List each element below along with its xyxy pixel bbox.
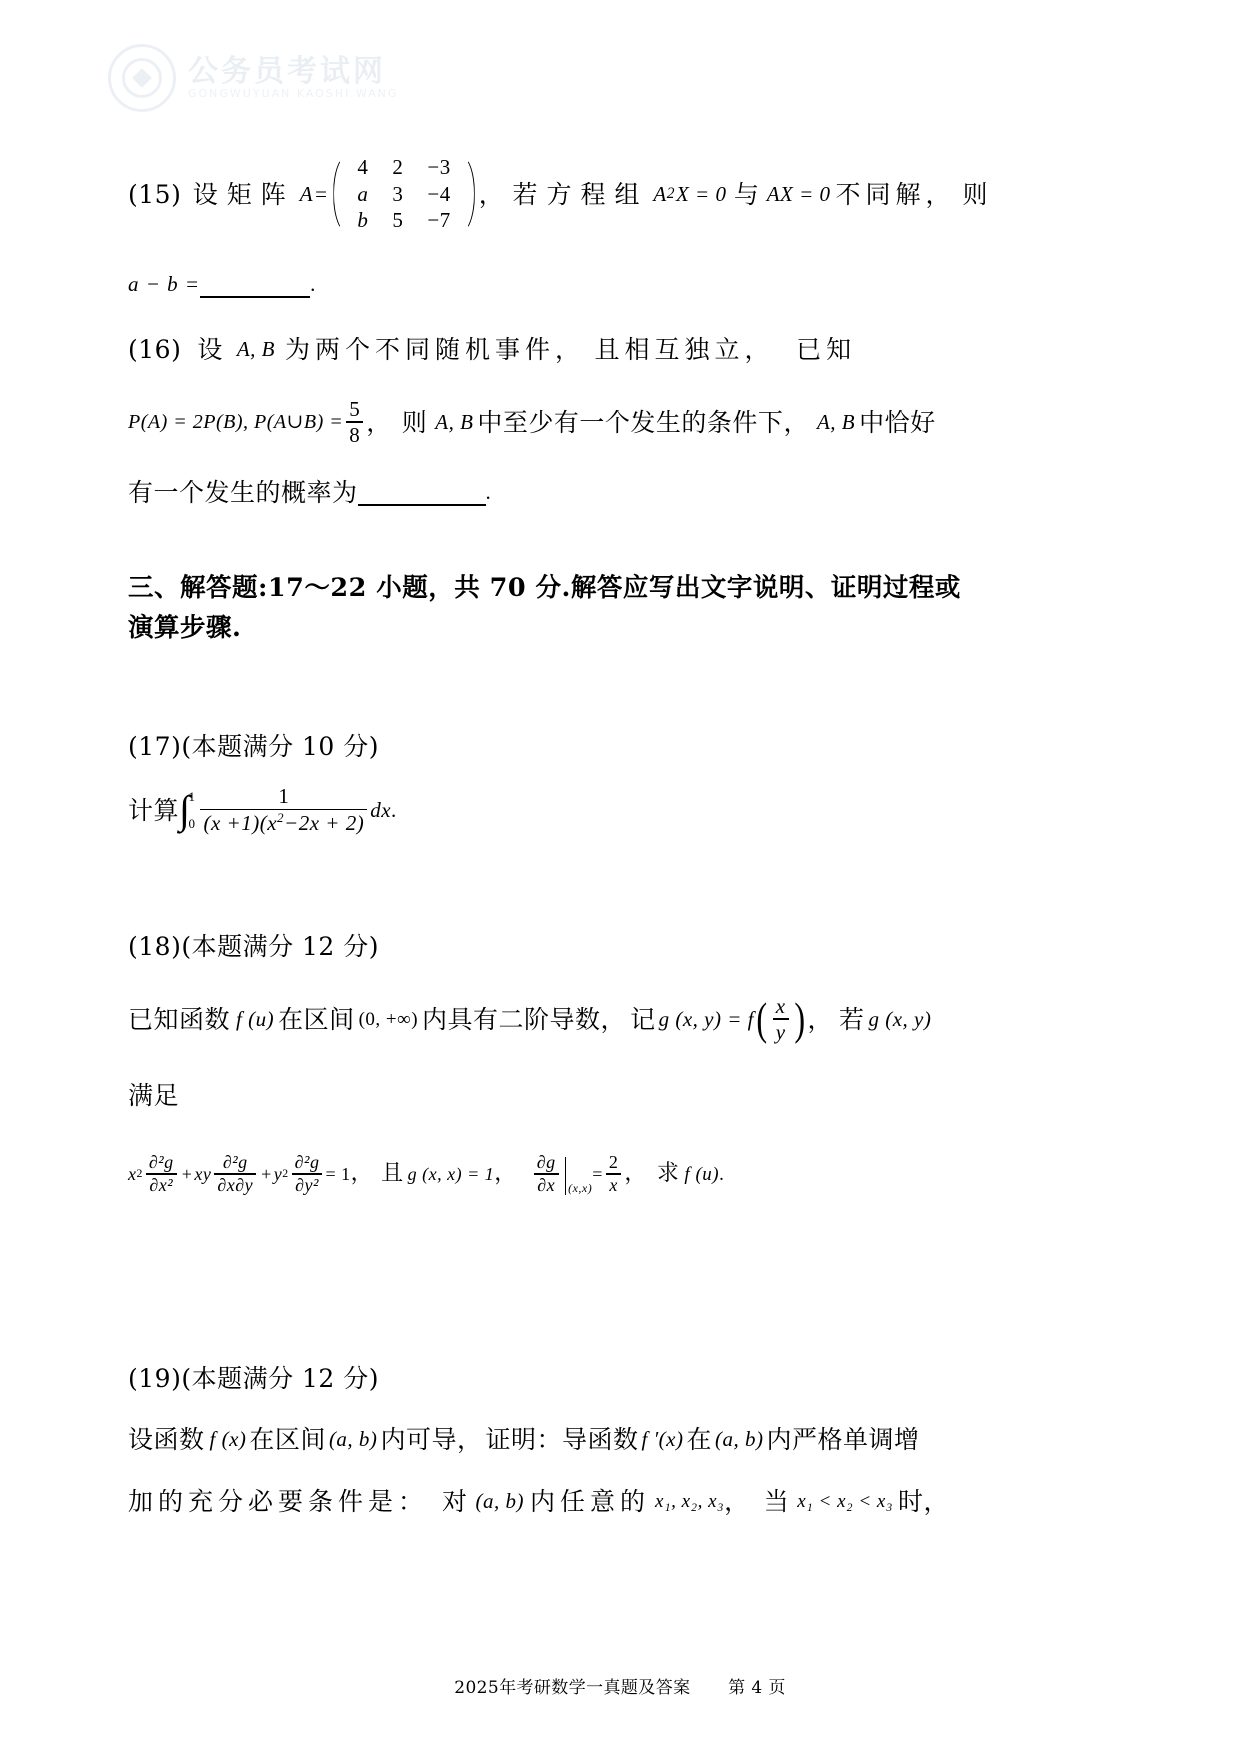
integral-lower-limit: 0 [188,816,196,832]
q16-line-1 [128,315,988,383]
q16-comma-2: ， [744,334,771,364]
pde-term-3: y [273,1164,283,1185]
q15-mid-1: 若方程组 [512,179,649,209]
section-3-line-2: 演算步骤. [128,612,242,643]
q18-comma-3: ， [350,1161,374,1187]
q19-text-5: 在 [686,1424,712,1454]
matrix-cell: 5 [392,208,404,233]
right-paren-icon: ) [793,992,806,1044]
q15-expr-2: AX = 0 [766,181,831,206]
q18-text-4: 记 [630,1004,656,1034]
q17-points: (本题满分 10 分) [181,731,380,761]
eval-numerator: ∂g [536,1151,556,1172]
question-17 [128,718,988,846]
pde-f1-num: ∂²g [148,1151,174,1172]
q15-lead: 设矩阵 [192,179,295,209]
eval-rhs-fraction [606,1153,622,1195]
q16-text-7: 中恰好 [859,407,936,437]
q15-mid-4: 则 [962,179,988,209]
q19-text-6: 内严格单调增 [766,1424,920,1454]
arg-numerator: x [775,993,786,1018]
matrix-cell: 4 [357,154,369,179]
q18-pde-line [128,1128,988,1220]
q16-vars-3: A, B [816,409,856,434]
pde-f2-den: ∂x∂y [217,1174,254,1195]
q15-equals: = [315,181,328,206]
q18-period: . [719,1163,725,1185]
matrix-cell: a [357,181,369,206]
matrix-cell: −3 [427,154,451,179]
q17-number: (17) [128,731,182,761]
eval-fraction [534,1153,559,1195]
q19-fpx: f ′(x) [641,1426,684,1451]
q15-matrix [331,154,476,234]
q18-text-5: 若 [838,1004,865,1034]
pde-fraction-2 [214,1153,256,1195]
matrix-row [345,181,462,208]
q18-line-1 [128,976,988,1062]
q18-arg-fraction [773,995,789,1044]
q16-text-2: 为两个不同随机事件 [285,334,556,364]
q18-line-2 [128,1062,988,1128]
q17-dx: dx [370,797,392,822]
q18-text-3: 内具有二阶导数 [422,1004,601,1034]
q18-text-7: 且 [381,1161,404,1187]
matrix-cell: 2 [392,154,404,179]
q16-vars-2: A, B [435,409,474,434]
q16-comma-1: ， [555,334,581,364]
section-3-heading [128,569,988,648]
q19-points: (本题满分 12 分) [181,1363,380,1393]
fraction-denominator: 8 [349,422,361,447]
q16-number: (16) [128,334,182,364]
question-15 [128,135,988,315]
q17-integrand [200,785,367,835]
q18-number: (18) [128,931,182,961]
watermark-main-text: 公务员考试网 [188,54,386,90]
q19-fx: f (x) [209,1426,247,1451]
q16-text-3: 且相互独立 [594,334,745,364]
q18-interval: (0, +∞) [358,1008,419,1030]
watermark [108,42,438,114]
q18-gxy-2: g (x, y) [868,1006,932,1031]
question-18 [128,916,988,1220]
footer-page-number: 第 4 页 [728,1678,786,1698]
q19-line-1 [128,1408,988,1470]
q15-comma: ， [478,179,505,209]
q16-vars-1: A, B [236,336,275,361]
left-paren-icon: ( [756,992,768,1044]
q19-text-1: 设函数 [128,1424,205,1454]
footer-title: 2025年考研数学一真题及答案 [454,1678,691,1698]
matrix-right-paren [463,154,477,234]
q15-comma-2: ， [925,179,952,209]
q15-mid-3: 不同解 [835,179,926,209]
pde-f1-den: ∂x² [149,1174,174,1195]
pde-term-2: xy [194,1164,212,1185]
integral-limits [188,790,195,830]
integrand-denominator [200,810,367,835]
q15-answer-lead: a − b = [128,271,201,296]
q18-header [128,916,988,976]
q19-comma-2: ， [724,1486,750,1516]
q16-text-1: 设 [197,334,223,364]
q19-line-2 [128,1470,988,1532]
q18-cond-1: g (x, x) = 1 [407,1164,495,1185]
q16-text-8: 有一个发生的概率为 [128,477,358,507]
q19-header [128,1348,988,1408]
pde-plus-1: + [181,1164,193,1185]
q15-line-1 [128,135,988,253]
q18-comma-2: ， [807,1004,833,1034]
integral-upper-limit: 1 [188,789,196,805]
q19-text-2: 在区间 [249,1424,326,1454]
q19-text-8: 对 [442,1486,468,1516]
eval-equals: = [592,1164,603,1185]
q15-period: . [310,271,316,296]
q16-line-2 [128,383,988,461]
q18-arg-paren [754,992,807,1044]
pde-f2-num: ∂²g [222,1151,248,1172]
evaluation-bar-icon [565,1157,566,1195]
q16-comma-3: ， [366,407,392,437]
q18-gxy: g (x, y) = f [658,1006,754,1031]
q18-comma-1: ， [600,1004,627,1034]
q16-comma-4: ， [783,407,809,437]
q16-period: . [485,479,492,504]
q16-text-6: 中至少有一个发生的条件下 [477,407,784,437]
q19-text-11: 时 [897,1486,924,1516]
den-exponent: 2 [277,810,285,826]
matrix-table [345,154,462,234]
watermark-sub-text: GONGWUYUAN KAOSHI WANG [188,86,399,100]
q16-text-4: 已知 [796,334,857,364]
q19-ab-2: (a, b) [715,1426,764,1451]
q17-lead: 计算 [128,795,180,825]
pde-term-1: x [128,1164,137,1185]
q15-var-a: A [299,181,314,206]
q18-comma-4: ， [494,1161,517,1187]
q17-formula-line [128,774,988,846]
pde-term-1-sup: 2 [136,1167,143,1181]
eval-rhs-den: x [609,1174,618,1195]
q15-number: (15) [128,179,182,209]
q19-comma-3: ， [923,1486,949,1516]
integral-sign-icon: ∫ [179,786,191,832]
matrix-row [345,207,462,234]
q17-period: . [391,797,397,822]
q16-text-5: 则 [401,407,428,437]
matrix-left-paren [331,154,345,234]
watermark-text [188,56,398,99]
q19-text-3: 内可导 [380,1424,457,1454]
eval-denominator: ∂x [537,1174,556,1195]
q18-eval-expression [531,1153,592,1195]
q19-ab-3: (a, b) [475,1488,525,1513]
pde-fraction-3 [292,1153,323,1195]
arg-denominator: y [775,1019,786,1044]
den-part-2: −2x + 2) [284,811,365,836]
q15-expr-1-sup: 2 [666,185,675,203]
q19-text-4: 证明：导函数 [485,1424,639,1454]
pde-fraction-1 [146,1153,177,1195]
matrix-cell: −7 [427,208,451,233]
integrand-numerator: 1 [278,784,290,809]
q19-text-9: 内任意的 [530,1486,651,1516]
q19-text-7: 加的充分必要条件是： [128,1486,429,1516]
pde-plus-2: + [261,1164,272,1185]
section-3-line-1: 三、解答题:17～22 小题，共 70 分.解答应写出文字说明、证明过程或 [128,573,961,603]
q19-ab-1: (a, b) [328,1426,378,1451]
q17-integral [179,786,197,832]
q19-text-10: 当 [763,1486,790,1516]
q19-inequality: x₁ < x₂ < x₃ [797,1490,893,1512]
q16-fraction-5-8 [346,398,363,447]
q18-text-1: 已知函数 [128,1004,231,1034]
eval-rhs-num: 2 [608,1151,619,1172]
q18-points: (本题满分 12 分) [181,931,380,961]
pde-term-3-sup: 2 [282,1167,289,1181]
q18-text-6: 满足 [128,1080,180,1110]
page-footer [0,1673,1240,1698]
matrix-cell: b [357,208,369,233]
q19-x-list: x₁, x₂, x₃ [655,1490,725,1512]
pde-equals-1: = 1 [325,1164,351,1185]
eval-at-point: (x,x) [568,1181,593,1196]
q18-target: f (u) [684,1163,720,1185]
question-16 [128,315,988,523]
matrix-row [345,154,462,181]
q18-comma-5: ， [624,1161,647,1187]
pde-f3-den: ∂y² [295,1174,319,1195]
den-part-1: (x +1)(x [203,811,278,836]
q15-expr-1-base: A [653,181,667,206]
q15-mid-2: 与 [733,179,760,209]
q18-text-2: 在区间 [278,1004,355,1034]
q16-formula-pa: P(A) = 2P(B), P(A∪B) = [128,411,344,433]
q15-answer-blank[interactable] [200,271,310,298]
q17-header [128,718,988,774]
page-content [128,135,988,1532]
q16-answer-blank[interactable] [358,479,486,506]
q18-fu: f (u) [236,1006,275,1031]
fraction-numerator: 5 [349,396,361,421]
circular-seal-icon [108,44,176,112]
matrix-cell: −4 [427,181,451,206]
q16-line-3 [128,461,988,523]
pde-f3-num: ∂²g [294,1151,320,1172]
question-19 [128,1348,988,1532]
matrix-cell: 3 [392,181,404,206]
q15-answer-line [128,253,988,315]
q19-comma-1: ， [456,1424,483,1454]
q15-expr-1-rest: X = 0 [675,181,727,206]
q19-number: (19) [128,1363,182,1393]
q18-text-8: 求 [656,1161,680,1187]
